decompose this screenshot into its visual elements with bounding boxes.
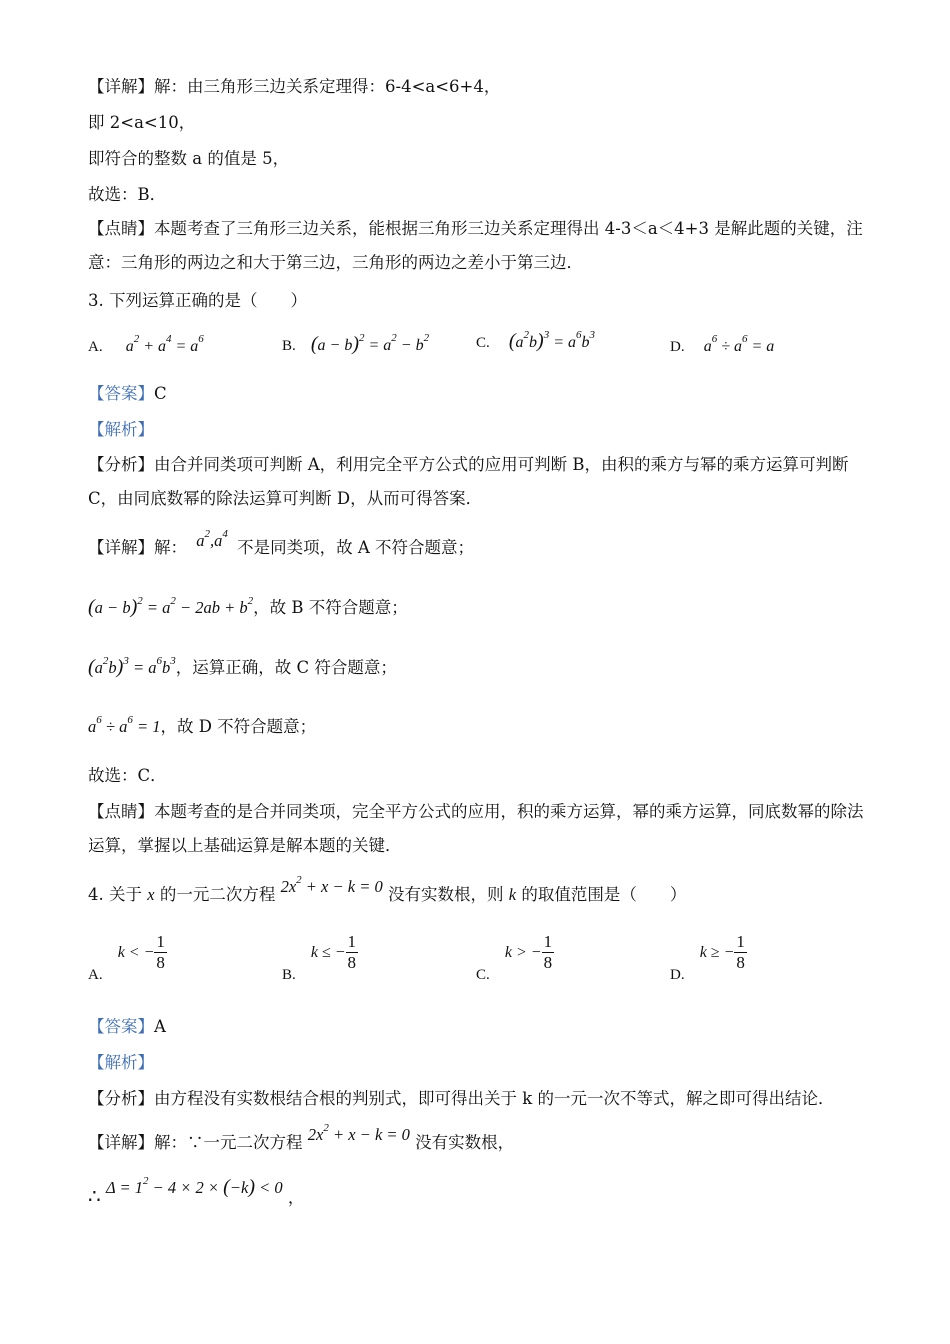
q3-option-c: C. $(a^2b)^3 = a^6b^3$ (476, 329, 595, 352)
q4-option-a: A. k < − $\frac{1}{8}$ (88, 932, 165, 983)
q3-detail-prefix: 【详解】解： (88, 538, 187, 557)
q3-option-a-label: A. (88, 339, 103, 355)
q3-detail-d-text: ，故 D 不符合题意； (160, 717, 317, 736)
q3-option-a: A. $a^2 + a^4 = a^6$ (88, 333, 204, 355)
q3-option-b: B. $(a - b)^2 = a^2 - b^2$ (282, 332, 430, 355)
detail-line-2: 即 2<a<10， (88, 113, 196, 132)
q3-analysis-tag: 【解析】 (88, 420, 154, 439)
question-3-stem: 3. 下列运算正确的是（ ） (88, 291, 307, 310)
q3-option-b-label: B. (282, 338, 296, 354)
q3-detail-b: $(a - b)^2 = a^2 - 2ab + b^2$，故 B 不符合题意； (88, 595, 408, 618)
q4-option-c: C. k > − $\frac{1}{8}$ (476, 932, 553, 983)
q4-analysis-tag: 【解析】 (88, 1053, 154, 1072)
q4-option-b: B. k ≤ − $\frac{1}{8}$ (282, 932, 357, 983)
answer-value: A (154, 1017, 166, 1036)
q3-choose: 故选：C． (88, 766, 167, 785)
q3-detail-d: $a^6 \div a^6 = 1$，故 D 不符合题意； (88, 714, 317, 736)
detail-line-1: 【详解】解：由三角形三边关系定理得：6-4<a<6+4， (88, 77, 501, 96)
q3-detail-b-text: ，故 B 不符合题意； (253, 598, 408, 617)
q3-detail-a-text: 不是同类项，故 A 不符合题意； (237, 538, 475, 557)
q4-option-c-label: C. (476, 967, 490, 983)
question-4-stem: 4. 关于 x 的一元二次方程 $2x^2 + x - k = 0$ 没有实数根，则 k 的取值范围是（ ） (88, 874, 687, 904)
q3-detail-c-text: ，运算正确，故 C 符合题意； (175, 658, 397, 677)
q4-option-a-label: A. (88, 967, 103, 983)
q4-option-d: D. k ≥ − $\frac{1}{8}$ (670, 932, 745, 983)
q4-detail-1: 【详解】解：∵一元二次方程 $2x^2 + x - k = 0$ 没有实数根， (88, 1122, 515, 1152)
q3-detail-a: 【详解】解： $a^2,a^4$ 不是同类项，故 A 不符合题意； (88, 528, 475, 557)
q3-option-c-label: C. (476, 335, 490, 351)
q3-detail-c: $(a^2b)^3 = a^6b^3$，运算正确，故 C 符合题意； (88, 655, 397, 678)
q4-option-b-label: B. (282, 967, 296, 983)
q4-option-d-label: D. (670, 967, 685, 983)
q3-answer (88, 383, 870, 405)
q3-option-d-label: D. (670, 339, 685, 355)
answer-value: C (154, 384, 167, 403)
q3-dianjing-paragraph: 【点睛】本题考查的是合并同类项，完全平方公式的应用，积的乘方运算，幂的乘方运算，同底数幂的除法运算，掌握以上基础运算是解本题的关键． (88, 802, 864, 855)
answer-tag: 【答案】 (88, 384, 154, 403)
answer-tag: 【答案】 (88, 1017, 154, 1036)
detail-line-4: 故选：B． (88, 185, 167, 204)
detail-line-3: 即符合的整数 a 的值是 5， (88, 149, 290, 168)
dianjing-paragraph-2: 【点睛】本题考查了三角形三边关系，能根据三角形三边关系定理得出 4-3＜a＜4+3 是解此题的关键，注意：三角形的两边之和大于第三边，三角形的两边之差小于第三边． (88, 219, 863, 272)
q4-detail-2: ∴ $\Delta = 1^2 - 4 \times 2 \times (-k) < 0$ ， (88, 1175, 305, 1208)
q3-option-d: D. $a^6 \div a^6 = a$ (670, 333, 775, 355)
q4-answer (88, 1016, 870, 1038)
q4-analysis-paragraph: 【分析】由方程没有实数根结合根的判别式，即可得出关于 k 的一元一次不等式，解之即可得出结论． (88, 1089, 835, 1108)
q3-analysis-paragraph: 【分析】由合并同类项可判断 A，利用完全平方公式的应用可判断 B，由积的乘方与幂的乘方运算可判断 C，由同底数幂的除法运算可判断 D，从而可得答案． (88, 455, 849, 508)
